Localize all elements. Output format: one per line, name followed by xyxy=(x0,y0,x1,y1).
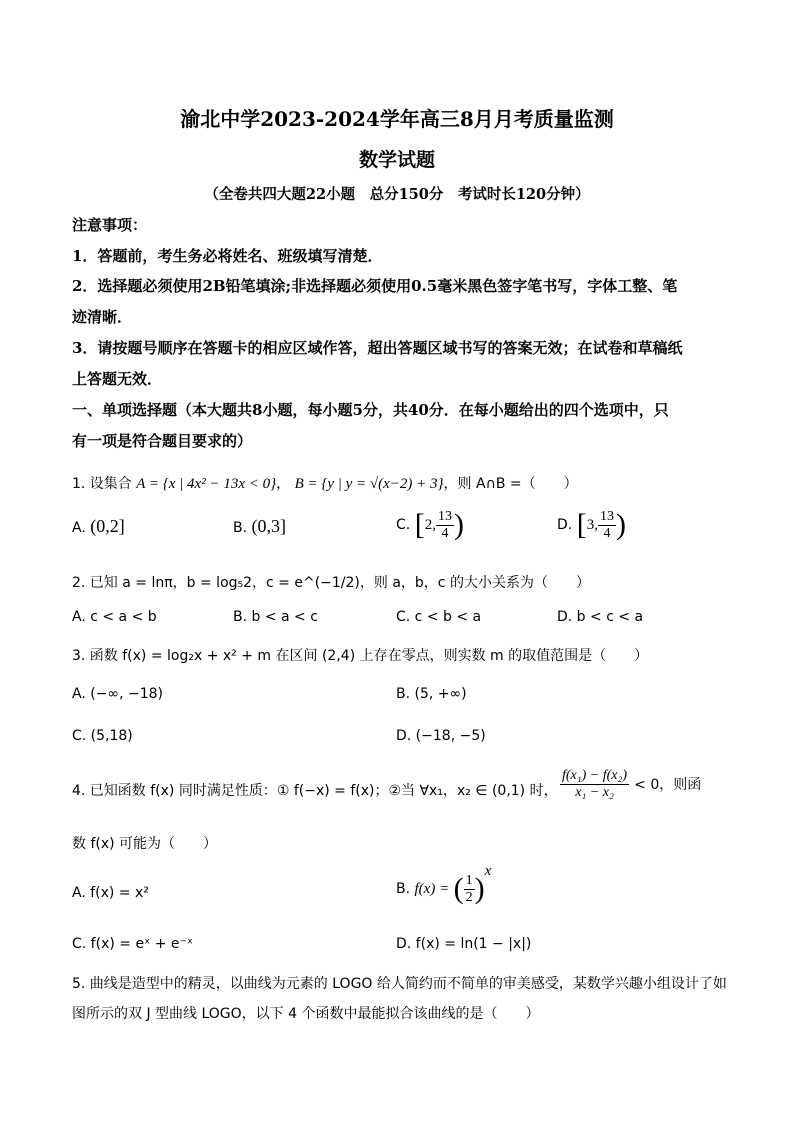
q1-suffix: ，则 A∩B =（ ） xyxy=(443,476,578,492)
q4-line1: 4. 已知函数 f(x) 同时满足性质：① f(−x) = f(x)；②当 ∀x₁，x₂ ∈ (0,1) 时， xyxy=(72,783,558,799)
q2-option-b: B. b < a < c xyxy=(233,609,318,625)
q3-option-a: A. (−∞, −18) xyxy=(72,686,163,702)
question-2: 2. 已知 a = lnπ，b = log₅2，c = e^(−1/2)，则 a，b，c 的大小关系为（ ） xyxy=(72,575,590,591)
q4-option-a: A. f(x) = x² xyxy=(72,885,149,901)
exam-title: 渝北中学2023-2024学年高三8月月考质量监测 xyxy=(180,107,614,131)
q1-set-a: A = {x | 4x² − 13x < 0} xyxy=(136,476,277,492)
q1-prefix: 1. 设集合 xyxy=(72,476,132,492)
q1-option-a: A. (0,2] xyxy=(72,516,125,536)
q2-option-c: C. c < b < a xyxy=(396,609,482,625)
q4-option-b: B. f(x) = ( $\frac{1}{2}$ )$^x$ xyxy=(396,863,492,905)
q2-option-a: A. c < a < b xyxy=(72,609,157,625)
notice-item-1: 1．答题前，考生务必将姓名、班级填写清楚． xyxy=(72,247,383,265)
q4-option-d: D. f(x) = ln(1 − |x|) xyxy=(396,936,532,952)
q1-option-b: B. (0,3] xyxy=(233,516,287,536)
q2-option-d: D. b < c < a xyxy=(557,609,644,625)
q4-line2: 数 f(x) 可能为（ ） xyxy=(72,836,218,852)
question-5-cont: 图所示的双 J 型曲线 LOGO，以下 4 个函数中最能拟合该曲线的是（ ） xyxy=(72,1006,540,1022)
question-1: 1. 设集合 A = {x | 4x² − 13x < 0}， B = {y | y = √(x−2) + 3}，则 A∩B =（ ） xyxy=(72,476,578,492)
exam-subtitle: 数学试题 xyxy=(358,149,435,171)
notice-item-3: 3．请按题号顺序在答题卡的相应区域作答，超出答题区域书写的答案无效；在试卷和草稿纸 xyxy=(72,339,683,357)
q3-option-c: C. (5,18) xyxy=(72,728,133,744)
q4-cond-num: f(x₁) − f(x₂) xyxy=(562,768,628,783)
notice-item-3-cont: 上答题无效． xyxy=(72,370,163,388)
question-4 xyxy=(72,780,558,800)
q4-cond-tail: < 0，则函 xyxy=(634,777,702,793)
question-3: 3. 函数 f(x) = log₂x + x² + m 在区间 (2,4) 上存在零点，则实数 m 的取值范围是（ ） xyxy=(72,648,649,664)
q1-option-d: D. [3, $\frac{13}{4}$ ) xyxy=(557,508,626,541)
exam-info: （全卷共四大题22小题 总分150分 考试时长120分钟） xyxy=(204,186,590,203)
q4-cond-den: x₁ − x₂ xyxy=(575,785,614,800)
question-5: 5. 曲线是造型中的精灵，以曲线为元素的 LOGO 给人简约而不简单的审美感受，某数学兴趣小组设计了如 xyxy=(72,976,727,992)
section-heading: 一、单项选择题（本大题共8小题，每小题5分，共40分．在每小题给出的四个选项中，只 xyxy=(72,401,669,419)
q1-set-b: B = {y | y = √(x−2) + 3} xyxy=(294,476,444,492)
q4-condition xyxy=(560,768,701,801)
notice-item-2-cont: 迹清晰． xyxy=(72,308,133,326)
q3-option-d: D. (−18, −5) xyxy=(396,728,486,744)
section-heading-cont: 有一项是符合题目要求的） xyxy=(72,432,253,450)
q3-option-b: B. (5, +∞) xyxy=(396,686,467,702)
notice-item-2: 2．选择题必须使用2B铅笔填涂;非选择题必须使用0.5毫米黑色签字笔书写，字体工整、笔 xyxy=(72,277,678,295)
q4-option-c: C. f(x) = eˣ + e⁻ˣ xyxy=(72,936,194,952)
notice-heading: 注意事项： xyxy=(72,216,148,234)
q1-option-c: C. [2, $\frac{13}{4}$ ) xyxy=(396,508,464,541)
